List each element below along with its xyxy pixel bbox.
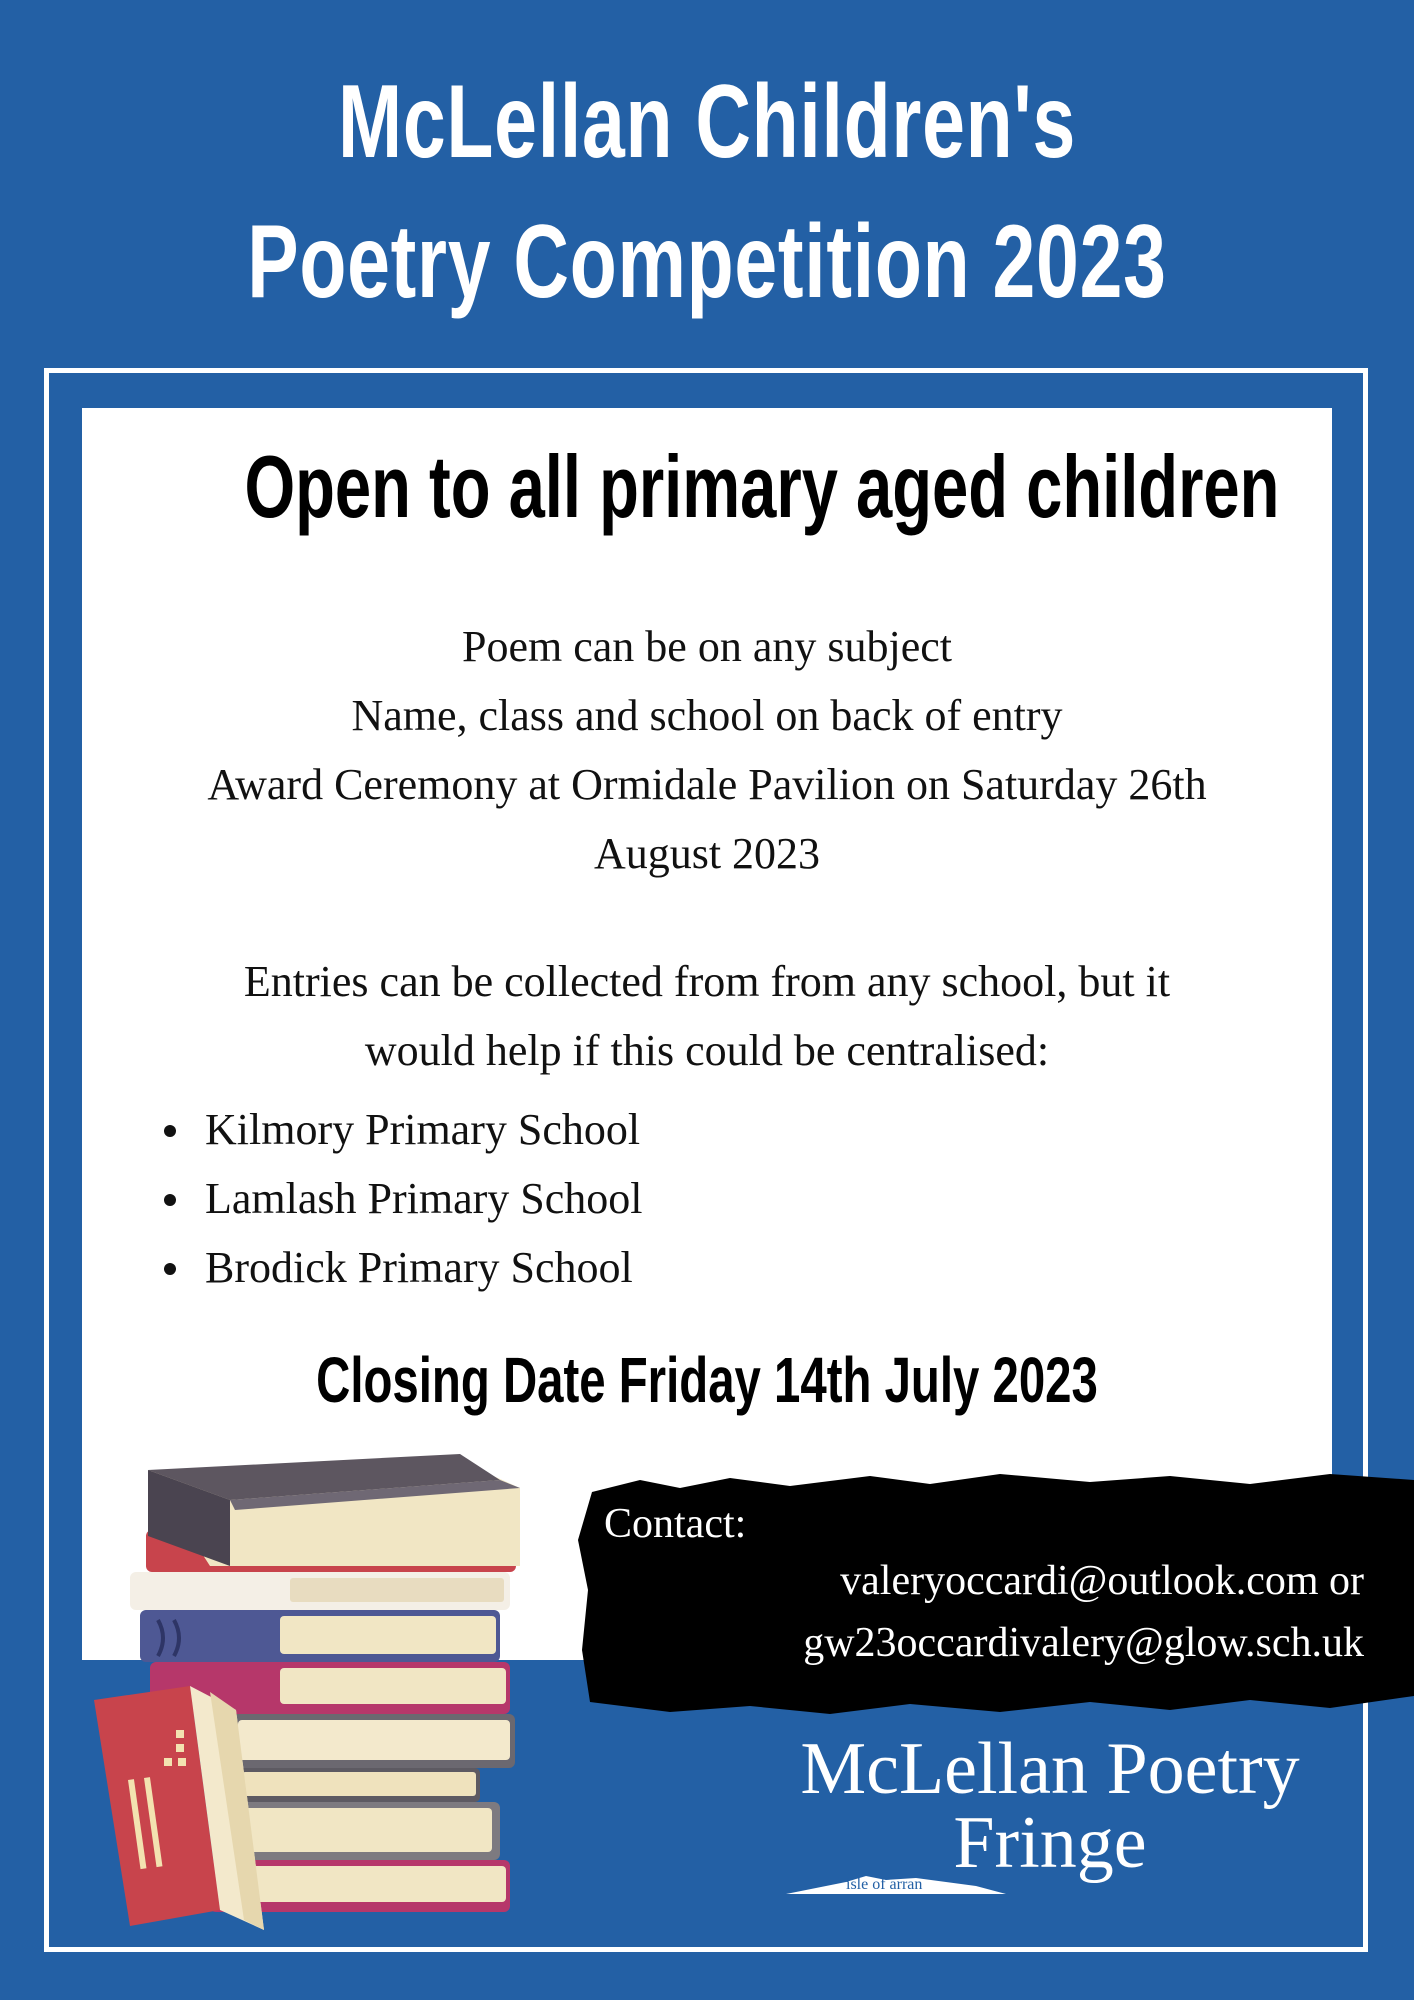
poster-title — [184, 52, 1230, 332]
school-name: Lamlash Primary School — [205, 1174, 643, 1223]
contact-email-1[interactable]: valeryoccardi@outlook.com or — [840, 1558, 1364, 1604]
contact-email-2[interactable]: gw23occardivalery@glow.sch.uk — [803, 1620, 1364, 1666]
entries-note — [120, 947, 1294, 1085]
detail-entry-info: Name, class and school on back of entry — [351, 691, 1063, 740]
poster-title-line-1: McLellan Children's — [338, 64, 1076, 180]
school-name: Brodick Primary School — [205, 1243, 633, 1292]
bullet-icon — [164, 1263, 176, 1275]
poster-title-line-2: Poetry Competition 2023 — [247, 204, 1167, 320]
bullet-icon — [164, 1125, 176, 1137]
brand-line-1: McLellan Poetry — [800, 1728, 1300, 1810]
books-icon — [60, 1440, 540, 1950]
detail-ceremony-date: August 2023 — [593, 829, 821, 878]
entries-note-line-1: Entries can be collected from from any school, but it — [243, 957, 1171, 1006]
bullet-icon — [164, 1194, 176, 1206]
entries-note-line-2: would help if this could be centralised: — [364, 1026, 1050, 1075]
competition-details — [120, 612, 1294, 888]
list-item — [150, 1095, 643, 1164]
brand-tagline: isle of arran — [846, 1876, 923, 1893]
detail-subject: Poem can be on any subject — [462, 622, 952, 671]
list-item — [150, 1164, 643, 1233]
headline: Open to all primary aged children — [244, 437, 1280, 536]
contact-label: Contact: — [604, 1501, 747, 1547]
closing-date: Closing Date Friday 14th July 2023 — [316, 1344, 1098, 1416]
brand-logo — [760, 1728, 1340, 1884]
contact-emails — [600, 1550, 1364, 1674]
brand-line-2: Fringe — [953, 1802, 1147, 1884]
school-name: Kilmory Primary School — [205, 1105, 641, 1154]
detail-ceremony: Award Ceremony at Ormidale Pavilion on Saturday 26th — [207, 760, 1207, 809]
list-item — [150, 1233, 643, 1302]
school-list — [150, 1095, 643, 1302]
